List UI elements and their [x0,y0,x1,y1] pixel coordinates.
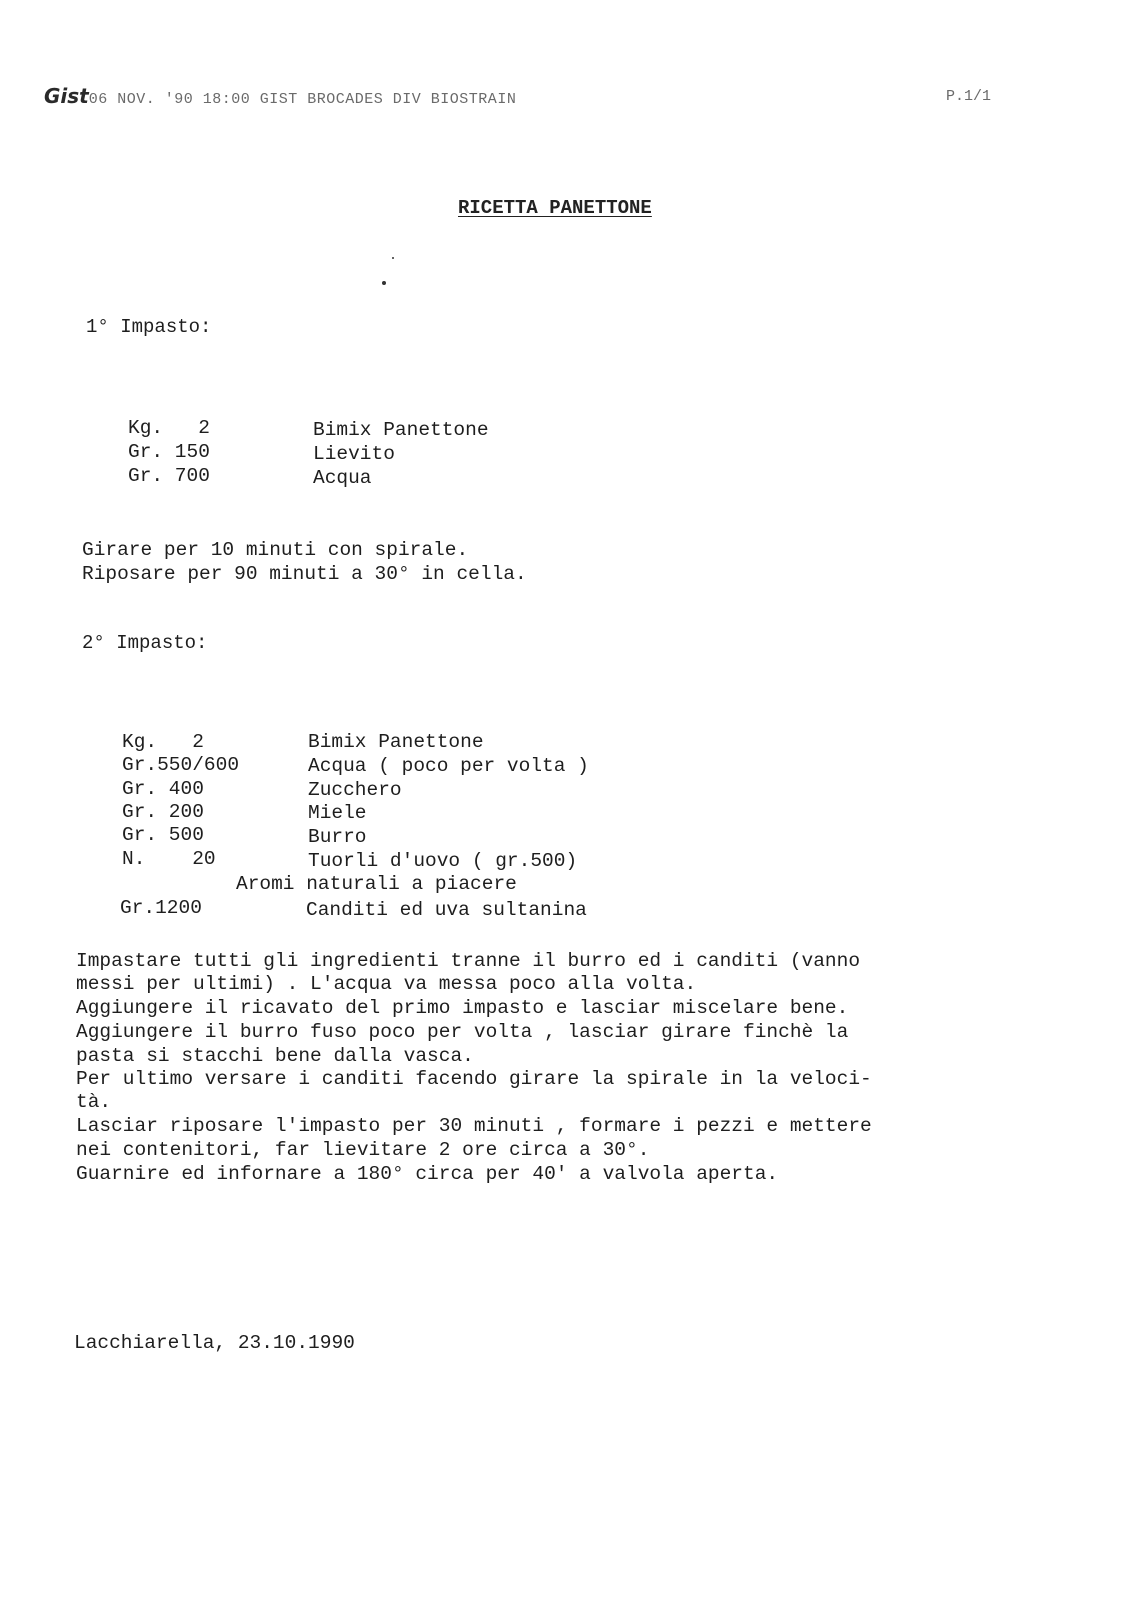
ingredient-name: Zucchero [308,779,402,801]
ingredient-name: Tuorli d'uovo ( gr.500) [308,850,578,872]
instruction-line: messi per ultimi) . L'acqua va messa poco alla volta. [76,973,697,995]
instruction-line: Girare per 10 minuti con spirale. [82,539,469,561]
ingredient-name: Aromi naturali a piacere [236,873,517,895]
place-date: Lacchiarella, 23.10.1990 [74,1332,355,1354]
scan-speck [392,257,394,259]
instruction-line: tà. [76,1091,112,1113]
impasto2-heading: 2° Impasto: [82,632,208,654]
ingredient-qty: N. 20 [122,848,216,870]
instruction-line: Lasciar riposare l'impasto per 30 minuti , formare i pezzi e mettere [76,1115,872,1137]
ingredient-name: Miele [308,802,367,824]
ingredient-name: Canditi ed uva sultanina [306,899,587,921]
instruction-line: nei contenitori, far lievitare 2 ore circa a 30°. [76,1139,650,1161]
instruction-line: Impastare tutti gli ingredienti tranne il burro ed i canditi (vanno [76,950,861,972]
ingredient-name: Acqua ( poco per volta ) [308,755,589,777]
instruction-line: Guarnire ed infornare a 180° circa per 40' a valvola aperta. [76,1163,779,1185]
document-title: RICETTA PANETTONE [458,197,652,219]
fax-header-line: 06 NOV. '90 18:00 GIST BROCADES DIV BIOSTRAIN [88,91,517,108]
ingredient-name: Lievito [313,443,395,465]
ingredient-name: Burro [308,826,367,848]
gist-logo: Gist [44,84,89,108]
instruction-line: Riposare per 90 minuti a 30° in cella. [82,563,527,585]
ingredient-qty: Gr. 700 [128,465,210,487]
scan-speck [382,281,386,285]
ingredient-name: Acqua [313,467,372,489]
ingredient-qty: Kg. 2 [122,731,204,753]
instruction-line: Per ultimo versare i canditi facendo girare la spirale in la veloci- [76,1068,872,1090]
instruction-line: Aggiungere il ricavato del primo impasto e lasciar miscelare bene. [76,997,849,1019]
ingredient-qty: Gr. 500 [122,824,204,846]
impasto1-heading: 1° Impasto: [86,316,212,338]
ingredient-qty: Gr. 200 [122,801,204,823]
ingredient-name: Bimix Panettone [313,419,489,441]
ingredient-qty: Gr. 400 [122,778,204,800]
fax-header [44,84,516,108]
ingredient-qty: Gr. 150 [128,441,210,463]
instruction-line: pasta si stacchi bene dalla vasca. [76,1045,474,1067]
instruction-line: Aggiungere il burro fuso poco per volta , lasciar girare finchè la [76,1021,849,1043]
ingredient-qty: Kg. 2 [128,417,210,439]
page-number: P.1/1 [946,88,992,105]
ingredient-name: Bimix Panettone [308,731,484,753]
ingredient-qty: Gr.550/600 [122,754,240,776]
ingredient-qty: Gr.1200 [120,897,202,919]
